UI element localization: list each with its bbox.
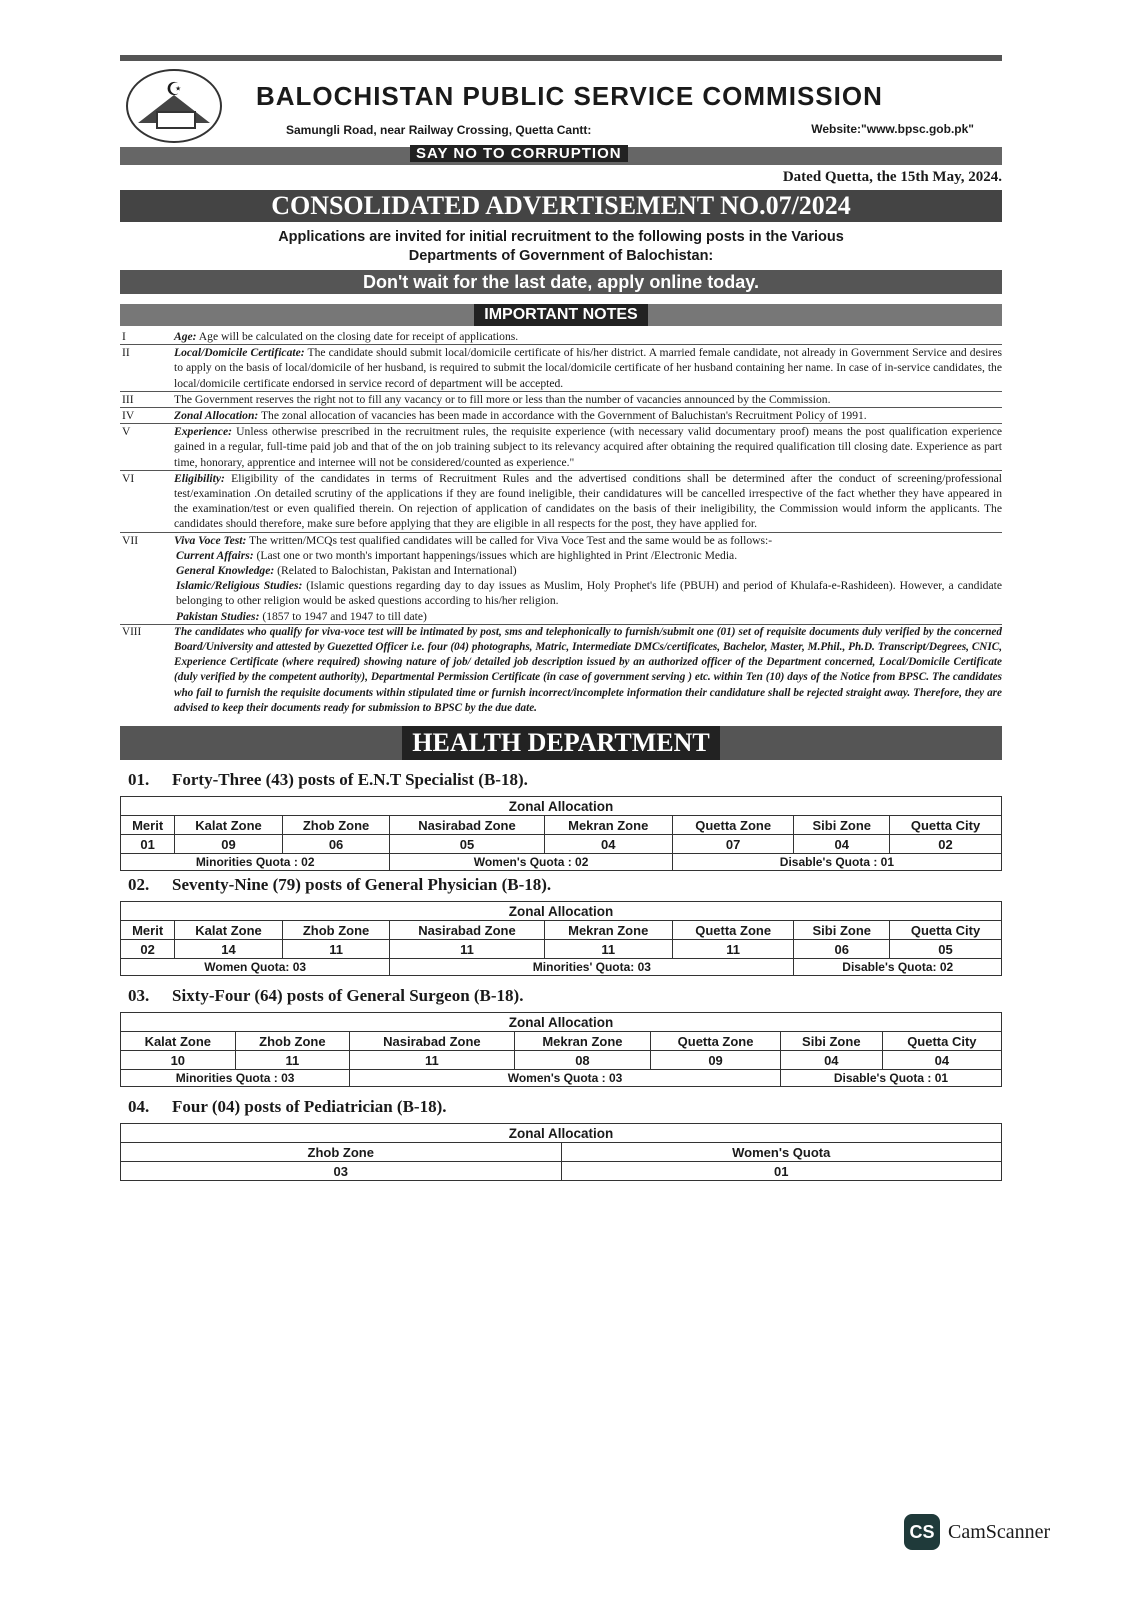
intro-text: Applications are invited for initial recruitment to the following posts in the Various Departments of Government of Balochistan: [278,229,844,264]
zone-header: Zhob Zone [282,816,390,835]
post-title: 01. Forty-Three (43) posts of E.N.T Specialist (B-18). [128,770,528,790]
zone-value: 07 [672,835,794,854]
zone-value: 02 [121,940,175,959]
zone-header: Kalat Zone [121,1032,236,1051]
zone-value: 01 [561,1162,1002,1181]
zone-value: 05 [390,835,544,854]
zone-header: Quetta City [882,1032,1001,1051]
zone-header: Sibi Zone [794,921,890,940]
zone-header: Quetta Zone [672,921,794,940]
date-line: Dated Quetta, the 15th May, 2024. [782,169,1002,185]
notes-heading: IMPORTANT NOTES [474,304,647,326]
zonal-label: Zonal Allocation [121,902,1002,921]
quota: Disable's Quota: 02 [794,959,1002,976]
zone-value: 04 [544,835,672,854]
zone-header: Nasirabad Zone [350,1032,514,1051]
zone-value: 01 [121,835,175,854]
zone-value: 02 [890,835,1002,854]
zone-header: Nasirabad Zone [390,816,544,835]
note-item: I Age: Age will be calculated on the closing date for receipt of applications. [120,329,1002,345]
website: Website:"www.bpsc.gob.pk" [811,122,974,136]
zone-value: 10 [121,1051,236,1070]
zone-value: 11 [235,1051,350,1070]
zone-value: 11 [672,940,794,959]
zone-header: Mekran Zone [514,1032,651,1051]
post-title: 03. Sixty-Four (64) posts of General Surgeon (B-18). [128,986,524,1006]
camscanner-label: CamScanner [948,1520,1051,1543]
advertisement-page [120,55,1002,1181]
zone-header: Sibi Zone [794,816,890,835]
viva-subitem: Pakistan Studies: (1857 to 1947 and 1947 to till date) [176,609,427,623]
quota: Minorities Quota : 02 [121,854,390,871]
note-item: VIII The candidates who qualify for viva-voce test will be intimated by post, sms and telephonically to furnish/submit one (01) set of requisite documents duly verified by the concerned Board/University and attested by Guezetted Officer i.e. four (04) photographs, Matric, Intermediate DMCs/certificates, Bachelor, Master, M.Phil., Ph.D. Transcript/Degrees, CNIC, Experience Certificate (where required) showing nature of job/ detailed job description issued by an authorized officer of the Department concerned, Local/Domicile Certificate (duly verified by the competent authority), Departmental Permission Certificate (in case of government serving ) etc. within Ten (10) days of the Notice from BPSC. The candidates who fail to furnish the requisite documents within stipulated time or furnish incorrect/incomplete information their candidature shall be rejected straight away. Therefore, they are advised to keep their documents ready for submission to BPSC by the due date. [122,625,1002,714]
zone-header: Merit [121,921,175,940]
zone-value: 11 [282,940,390,959]
zone-header: Quetta Zone [672,816,794,835]
zone-header: Quetta Zone [651,1032,781,1051]
note-item: III The Government reserves the right not to fill any vacancy or to fill more or less than the number of vacancies announced by the Commission. [120,392,1002,408]
top-rule [120,55,1002,61]
zone-header: Zhob Zone [235,1032,350,1051]
zonal-table [120,1012,1002,1087]
quota: Minorities' Quota: 03 [390,959,794,976]
zone-value: 06 [282,835,390,854]
post-title: 04. Four (04) posts of Pediatrician (B-18). [128,1097,447,1117]
quota: Disable's Quota : 01 [780,1070,1001,1087]
slogan-bar [120,147,1002,165]
apply-online-banner: Don't wait for the last date, apply online today. [120,270,1002,294]
zone-header: Mekran Zone [544,816,672,835]
viva-subitem: Islamic/Religious Studies: (Islamic questions regarding day to day issues as Muslim, Holy Prophet's life (PBUH) and period of Khulafa-e-Rashideen). However, a candidate belonging to other religion would be asked questions according to his/her religion. [176,579,1002,608]
note-item: V Experience: Unless otherwise prescribed in the recruitment rules, the requisite experience (with necessary valid documentary proof) means the post qualification experience gained in a regular, full-time paid job and that of the on job training subject to its relevancy acquired after obtaining the required qualification till closing date. Experience as part time, honorary, apprentice and internee will not be considered/counted as experience." [120,424,1002,471]
zonal-table [120,901,1002,976]
zone-header: Quetta City [890,921,1002,940]
viva-subitem: Current Affairs: (Last one or two month's important happenings/issues which are highlighted in Print /Electronic Media. [176,548,738,562]
zone-header: Women's Quota [561,1143,1002,1162]
commission-title: BALOCHISTAN PUBLIC SERVICE COMMISSION [256,81,883,111]
quota: Minorities Quota : 03 [121,1070,350,1087]
department-title: HEALTH DEPARTMENT [402,726,719,760]
zone-header: Sibi Zone [780,1032,882,1051]
zone-value: 14 [175,940,283,959]
zone-value: 11 [390,940,544,959]
zonal-label: Zonal Allocation [121,1124,1002,1143]
zonal-table [120,1123,1002,1181]
zonal-table [120,796,1002,871]
camscanner-logo-icon: CS [904,1514,940,1550]
quota: Women's Quota : 02 [390,854,673,871]
zonal-label: Zonal Allocation [121,797,1002,816]
quota: Women's Quota : 03 [350,1070,781,1087]
zone-value: 05 [890,940,1002,959]
zonal-label: Zonal Allocation [121,1013,1002,1032]
zone-value: 11 [350,1051,514,1070]
viva-subitem: General Knowledge: (Related to Balochistan, Pakistan and International) [176,564,517,578]
note-item-viva: VII Viva Voce Test: The written/MCQs test qualified candidates will be called for Viva Voce Test and the same would be as follows:- Current Affairs: (Last one or two month's important happenings/issues which are highlighted in Print /Electronic Media. General Knowledge: (Related to Balochistan, Pakistan and International) Islamic/Religious Studies: (Islamic questions regarding day to day issues as Muslim, Holy Prophet's life (PBUH) and period of Khulafa-e-Rashideen). However, a candidate belonging to other religion would be asked questions according to his/her religion. Pakistan Studies: (1857 to 1947 and 1947 to till date) [120,533,1002,625]
zone-value: 04 [882,1051,1001,1070]
zone-header: Kalat Zone [175,816,283,835]
address: Samungli Road, near Railway Crossing, Quetta Cantt: [286,123,592,137]
slogan: SAY NO TO CORRUPTION [410,145,628,162]
post-title: 02. Seventy-Nine (79) posts of General Physician (B-18). [128,875,552,895]
bpsc-logo-icon: ☪ [126,69,222,143]
camscanner-watermark [904,1514,1050,1550]
zone-header: Zhob Zone [282,921,390,940]
zone-value: 06 [794,940,890,959]
zone-header: Nasirabad Zone [390,921,544,940]
note-item: II Local/Domicile Certificate: The candidate should submit local/domicile certificate of his/her district. A married female candidate, not already in Government Service and desires to apply on the basis of local/domicile of her husband, is required to submit the local/domicile certificate of her husband containing her name. In case of in-service candidates, the local/domicile certificate endorsed in service record of department will be accepted. [120,345,1002,392]
note-item: IV Zonal Allocation: The zonal allocation of vacancies has been made in accordance with the Government of Baluchistan's Recruitment Policy of 1991. [120,408,1002,424]
zone-header: Mekran Zone [544,921,672,940]
quota: Women Quota: 03 [121,959,390,976]
notes-heading-bar [120,304,1002,326]
zone-header: Zhob Zone [121,1143,562,1162]
zone-value: 08 [514,1051,651,1070]
zone-value: 09 [651,1051,781,1070]
zone-value: 11 [544,940,672,959]
zone-header: Quetta City [890,816,1002,835]
zone-value: 04 [780,1051,882,1070]
zone-value: 04 [794,835,890,854]
zone-value: 03 [121,1162,562,1181]
advertisement-title: CONSOLIDATED ADVERTISEMENT NO.07/2024 [120,190,1002,222]
quota: Disable's Quota : 01 [672,854,1001,871]
notes-list [120,329,1002,716]
zone-value: 09 [175,835,283,854]
note-item: VI Eligibility: Eligibility of the candidates in terms of Recruitment Rules and the advertised conditions shall be determined after the conduct of screening/professional test/examination .On detailed scrutiny of the applications if they are found ineligible, their candidatures will be cancelled irrespective of the fact whether they have appeared in the examination/test or even qualified therein. On rejection of application of candidates on the basis of their ineligibility, the Commission would inform the applicants. The candidates should therefore, make sure before applying that they are eligible in all respects for the post, they have applied for. [120,471,1002,533]
department-bar [120,726,1002,760]
zone-header: Kalat Zone [175,921,283,940]
zone-header: Merit [121,816,175,835]
header [120,65,1002,145]
